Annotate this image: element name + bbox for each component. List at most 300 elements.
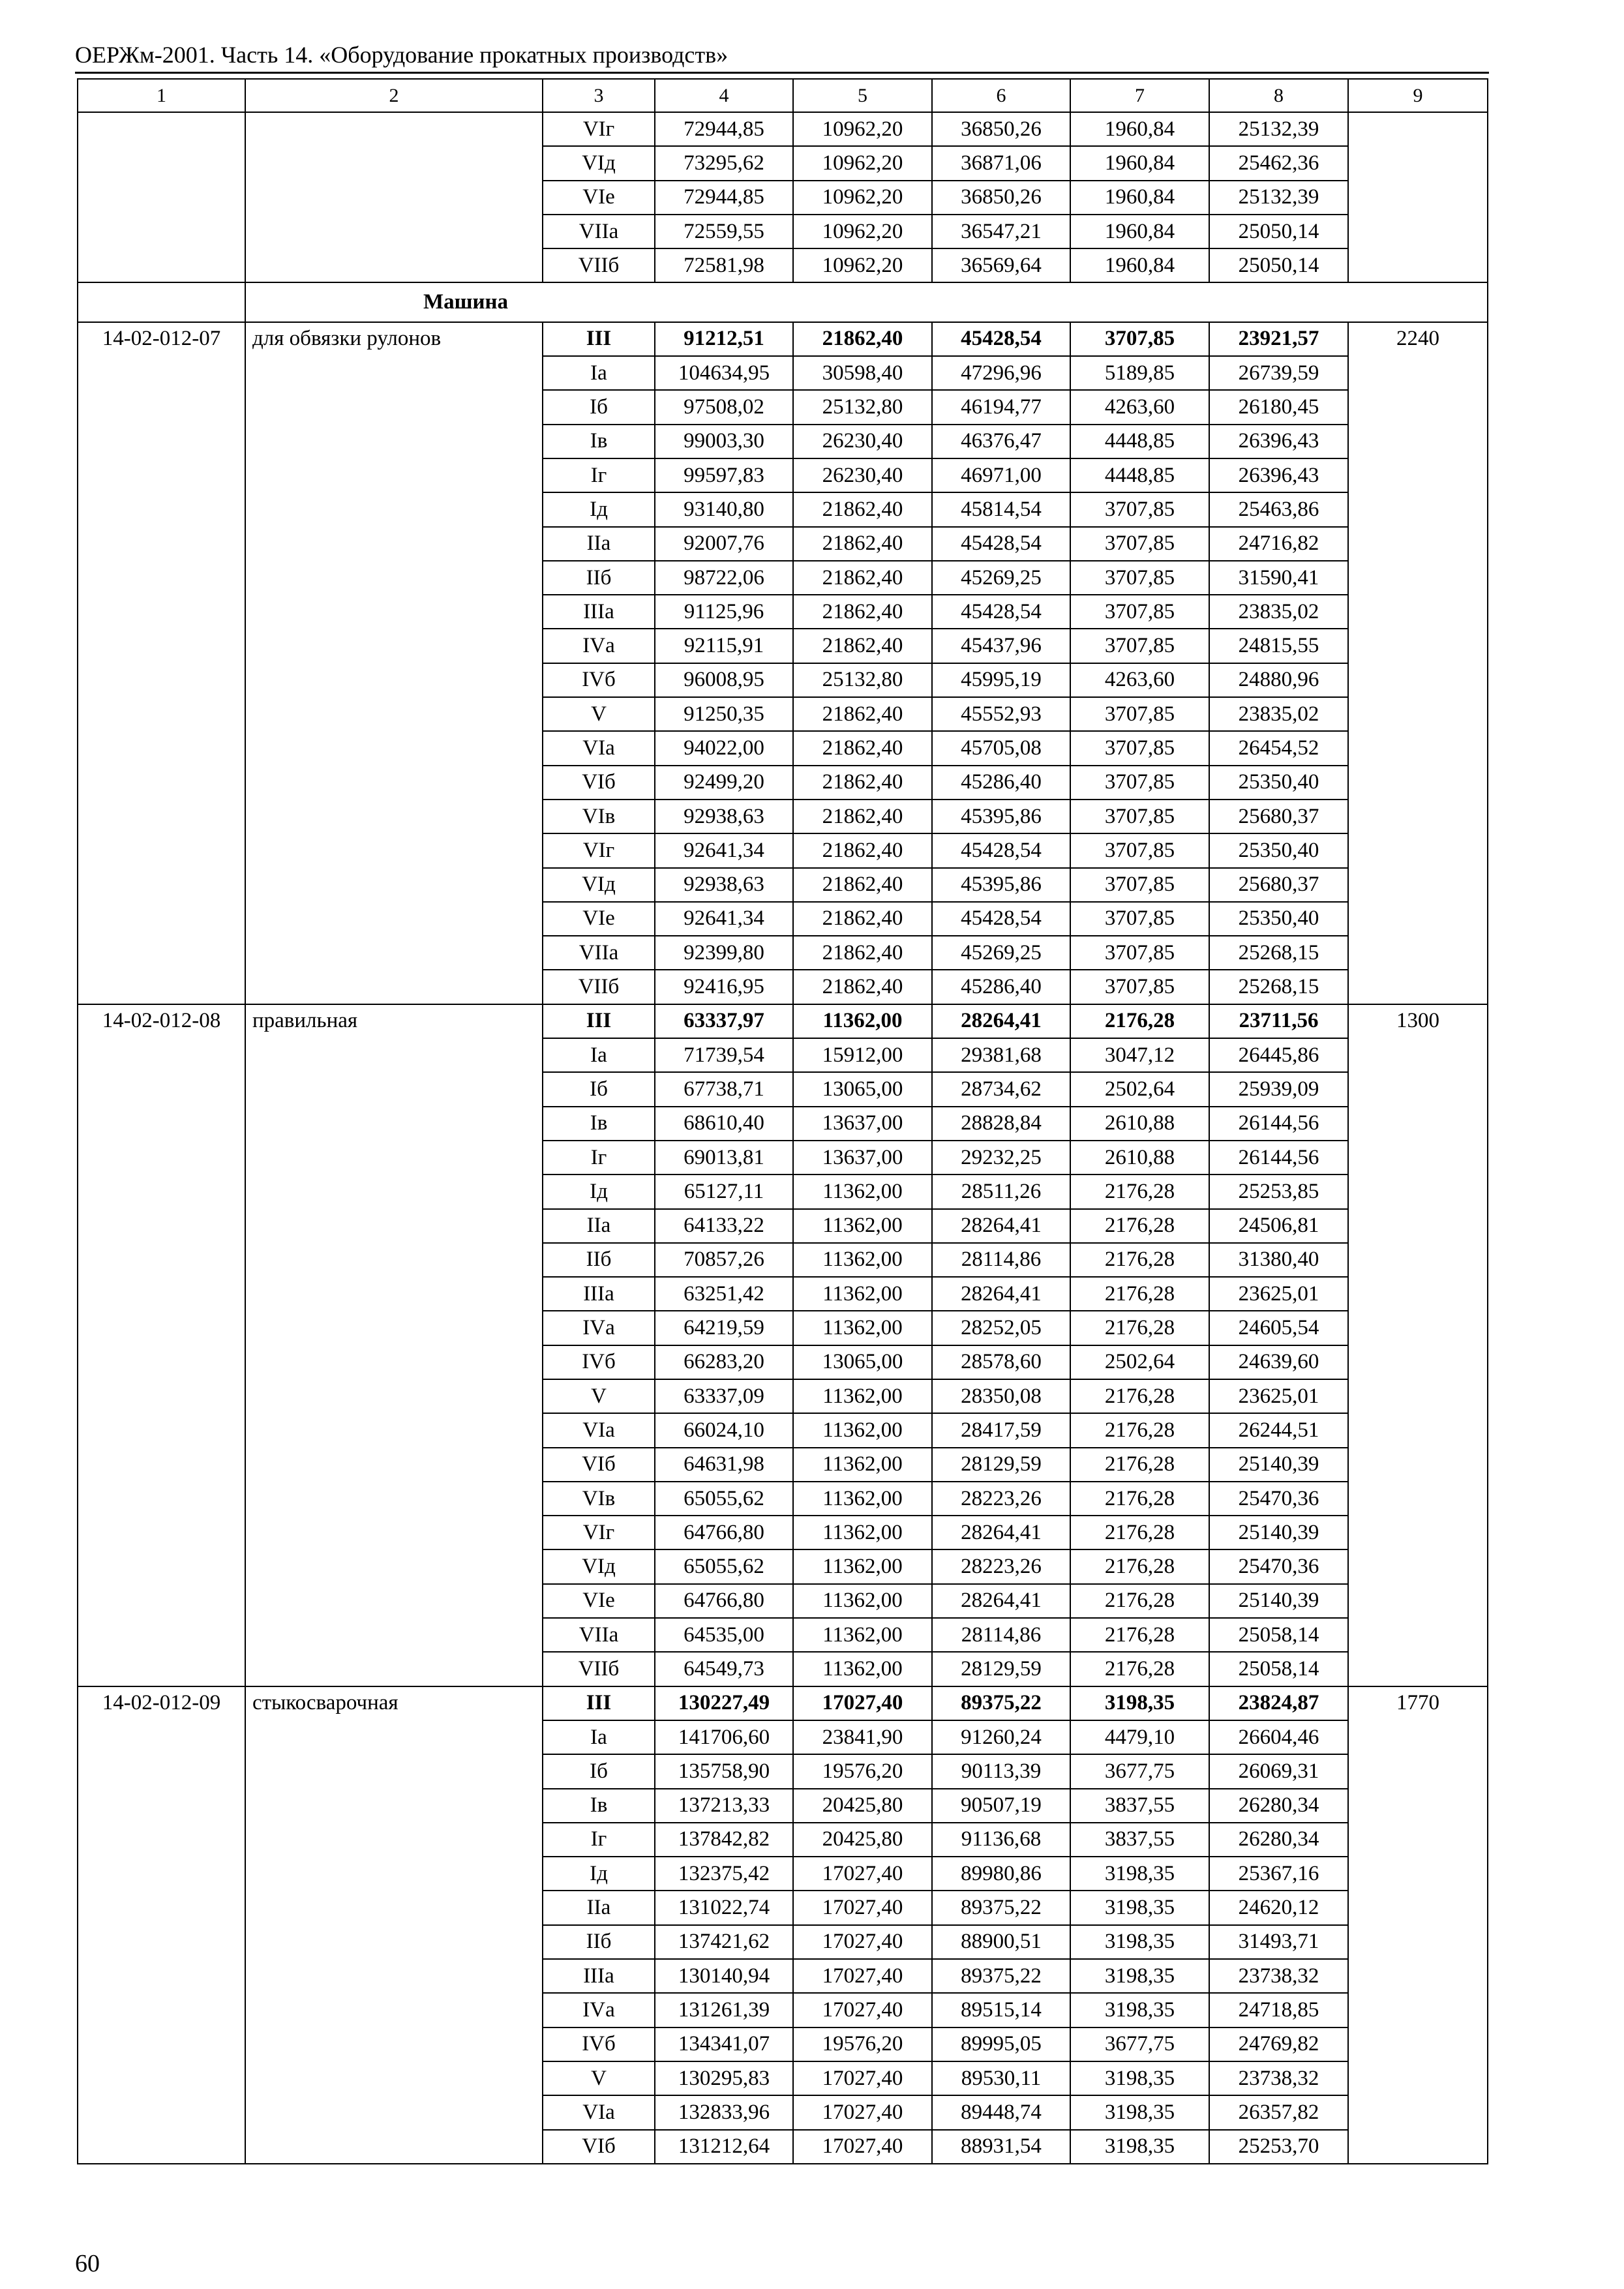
- variant-cell: VIа: [543, 2095, 655, 2129]
- materials-cell: 26280,34: [1209, 1789, 1348, 1823]
- materials-cell: 25253,70: [1209, 2130, 1348, 2164]
- wages-cell: 25132,80: [793, 390, 932, 424]
- total-cost-cell: 130295,83: [655, 2061, 793, 2095]
- wages-cell: 13637,00: [793, 1141, 932, 1174]
- wages-cell: 21862,40: [793, 833, 932, 867]
- wages-cell: 11362,00: [793, 1516, 932, 1549]
- machines-cell: 28734,62: [932, 1072, 1070, 1106]
- total-cost-cell: 91250,35: [655, 697, 793, 731]
- machines-cell: 28264,41: [932, 1004, 1070, 1038]
- machines-cell: 36871,06: [932, 146, 1070, 180]
- variant-cell: IVа: [543, 1311, 655, 1345]
- machinist-wages-cell: 3707,85: [1070, 492, 1209, 526]
- total-cost-cell: 66024,10: [655, 1413, 793, 1447]
- materials-cell: 26244,51: [1209, 1413, 1348, 1447]
- wages-cell: 23841,90: [793, 1720, 932, 1754]
- table-row: [78, 1004, 1488, 1038]
- machinist-wages-cell: 3707,85: [1070, 629, 1209, 663]
- table-row: [78, 322, 1488, 356]
- machines-cell: 88900,51: [932, 1925, 1070, 1959]
- wages-cell: 19576,20: [793, 2027, 932, 2061]
- wages-cell: 19576,20: [793, 1754, 932, 1788]
- variant-cell: VIг: [543, 112, 655, 146]
- total-cost-cell: 65055,62: [655, 1549, 793, 1583]
- column-number-6: 6: [932, 79, 1070, 112]
- code-cell: [78, 282, 245, 322]
- total-cost-cell: 64549,73: [655, 1652, 793, 1686]
- variant-cell: IVб: [543, 663, 655, 697]
- item-column-9: 2240: [1348, 322, 1488, 1004]
- machines-cell: 45269,25: [932, 561, 1070, 595]
- machinist-wages-cell: 2176,28: [1070, 1311, 1209, 1345]
- machines-cell: 46971,00: [932, 458, 1070, 492]
- machines-cell: 45428,54: [932, 322, 1070, 356]
- total-cost-cell: 137213,33: [655, 1789, 793, 1823]
- section-title-row: [78, 282, 1488, 322]
- total-cost-cell: 72944,85: [655, 181, 793, 215]
- materials-cell: 24815,55: [1209, 629, 1348, 663]
- wages-cell: 17027,40: [793, 1925, 932, 1959]
- variant-cell: Iв: [543, 425, 655, 458]
- total-cost-cell: 64535,00: [655, 1618, 793, 1652]
- machinist-wages-cell: 4263,60: [1070, 390, 1209, 424]
- machines-cell: 28252,05: [932, 1311, 1070, 1345]
- materials-cell: 23625,01: [1209, 1277, 1348, 1311]
- section-title: Машина: [245, 282, 1488, 322]
- variant-cell: IVб: [543, 2027, 655, 2061]
- wages-cell: 11362,00: [793, 1482, 932, 1516]
- wages-cell: 20425,80: [793, 1823, 932, 1857]
- machines-cell: 36850,26: [932, 112, 1070, 146]
- machinist-wages-cell: 3707,85: [1070, 868, 1209, 902]
- total-cost-cell: 63251,42: [655, 1277, 793, 1311]
- materials-cell: 23921,57: [1209, 322, 1348, 356]
- machines-cell: 89375,22: [932, 1959, 1070, 1993]
- column-9-cell: [1348, 112, 1488, 282]
- variant-cell: III: [543, 1686, 655, 1720]
- materials-cell: 31590,41: [1209, 561, 1348, 595]
- machines-cell: 28264,41: [932, 1584, 1070, 1618]
- machines-cell: 28114,86: [932, 1618, 1070, 1652]
- total-cost-cell: 130140,94: [655, 1959, 793, 1993]
- total-cost-cell: 93140,80: [655, 492, 793, 526]
- machinist-wages-cell: 3198,35: [1070, 1925, 1209, 1959]
- table-body: [78, 79, 1488, 2164]
- wages-cell: 21862,40: [793, 970, 932, 1004]
- wages-cell: 26230,40: [793, 425, 932, 458]
- item-code: 14-02-012-08: [78, 1004, 245, 1686]
- wages-cell: 11362,00: [793, 1652, 932, 1686]
- variant-cell: III: [543, 322, 655, 356]
- machines-cell: 90113,39: [932, 1754, 1070, 1788]
- materials-cell: 25140,39: [1209, 1448, 1348, 1482]
- machinist-wages-cell: 3047,12: [1070, 1038, 1209, 1072]
- machines-cell: 36569,64: [932, 248, 1070, 282]
- machines-cell: 47296,96: [932, 356, 1070, 390]
- wages-cell: 11362,00: [793, 1448, 932, 1482]
- column-number-2: 2: [245, 79, 543, 112]
- column-number-7: 7: [1070, 79, 1209, 112]
- column-number-5: 5: [793, 79, 932, 112]
- variant-cell: V: [543, 2061, 655, 2095]
- variant-cell: Iа: [543, 1038, 655, 1072]
- header-rule: [75, 72, 1489, 74]
- materials-cell: 25463,86: [1209, 492, 1348, 526]
- variant-cell: VIа: [543, 1413, 655, 1447]
- wages-cell: 26230,40: [793, 458, 932, 492]
- total-cost-cell: 92641,34: [655, 902, 793, 936]
- wages-cell: 11362,00: [793, 1584, 932, 1618]
- wages-cell: 17027,40: [793, 1857, 932, 1891]
- machines-cell: 89375,22: [932, 1686, 1070, 1720]
- machinist-wages-cell: 2176,28: [1070, 1379, 1209, 1413]
- materials-cell: 26144,56: [1209, 1107, 1348, 1141]
- variant-cell: IIб: [543, 561, 655, 595]
- column-number-9: 9: [1348, 79, 1488, 112]
- wages-cell: 11362,00: [793, 1379, 932, 1413]
- wages-cell: 17027,40: [793, 2130, 932, 2164]
- machinist-wages-cell: 3707,85: [1070, 731, 1209, 765]
- variant-cell: VIв: [543, 1482, 655, 1516]
- page-header: ОЕРЖм-2001. Часть 14. «Оборудование прокатных производств»: [75, 42, 729, 68]
- total-cost-cell: 92641,34: [655, 833, 793, 867]
- machinist-wages-cell: 3198,35: [1070, 2061, 1209, 2095]
- variant-cell: Iг: [543, 458, 655, 492]
- total-cost-cell: 134341,07: [655, 2027, 793, 2061]
- machinist-wages-cell: 2176,28: [1070, 1652, 1209, 1686]
- machinist-wages-cell: 1960,84: [1070, 146, 1209, 180]
- machines-cell: 45437,96: [932, 629, 1070, 663]
- materials-cell: 25058,14: [1209, 1652, 1348, 1686]
- machines-cell: 28417,59: [932, 1413, 1070, 1447]
- machinist-wages-cell: 2502,64: [1070, 1072, 1209, 1106]
- total-cost-cell: 92399,80: [655, 936, 793, 970]
- machines-cell: 89448,74: [932, 2095, 1070, 2129]
- materials-cell: 26357,82: [1209, 2095, 1348, 2129]
- total-cost-cell: 132833,96: [655, 2095, 793, 2129]
- machinist-wages-cell: 1960,84: [1070, 215, 1209, 248]
- machinist-wages-cell: 2176,28: [1070, 1277, 1209, 1311]
- variant-cell: IIа: [543, 1891, 655, 1924]
- total-cost-cell: 130227,49: [655, 1686, 793, 1720]
- materials-cell: 25268,15: [1209, 970, 1348, 1004]
- machines-cell: 28511,26: [932, 1174, 1070, 1208]
- total-cost-cell: 141706,60: [655, 1720, 793, 1754]
- machines-cell: 28223,26: [932, 1482, 1070, 1516]
- total-cost-cell: 99597,83: [655, 458, 793, 492]
- materials-cell: 25367,16: [1209, 1857, 1348, 1891]
- materials-cell: 26280,34: [1209, 1823, 1348, 1857]
- machinist-wages-cell: 1960,84: [1070, 181, 1209, 215]
- machinist-wages-cell: 4479,10: [1070, 1720, 1209, 1754]
- table-row: [78, 112, 1488, 146]
- rates-table: [77, 78, 1488, 2164]
- wages-cell: 21862,40: [793, 697, 932, 731]
- table-row: [78, 1686, 1488, 1720]
- machines-cell: 89980,86: [932, 1857, 1070, 1891]
- machines-cell: 45269,25: [932, 936, 1070, 970]
- wages-cell: 10962,20: [793, 112, 932, 146]
- wages-cell: 11362,00: [793, 1004, 932, 1038]
- variant-cell: IIIа: [543, 1277, 655, 1311]
- machinist-wages-cell: 2176,28: [1070, 1243, 1209, 1277]
- materials-cell: 25132,39: [1209, 112, 1348, 146]
- variant-cell: VIа: [543, 731, 655, 765]
- variant-cell: VIб: [543, 2130, 655, 2164]
- machines-cell: 45995,19: [932, 663, 1070, 697]
- wages-cell: 11362,00: [793, 1618, 932, 1652]
- variant-cell: IIа: [543, 527, 655, 561]
- machinist-wages-cell: 3707,85: [1070, 766, 1209, 800]
- wages-cell: 21862,40: [793, 629, 932, 663]
- variant-cell: VIIб: [543, 248, 655, 282]
- wages-cell: 11362,00: [793, 1174, 932, 1208]
- machines-cell: 45286,40: [932, 970, 1070, 1004]
- variant-cell: V: [543, 1379, 655, 1413]
- wages-cell: 11362,00: [793, 1413, 932, 1447]
- machines-cell: 28223,26: [932, 1549, 1070, 1583]
- materials-cell: 26396,43: [1209, 425, 1348, 458]
- total-cost-cell: 64766,80: [655, 1584, 793, 1618]
- machines-cell: 45395,86: [932, 800, 1070, 833]
- machines-cell: 89515,14: [932, 1993, 1070, 2027]
- wages-cell: 10962,20: [793, 146, 932, 180]
- variant-cell: Iг: [543, 1141, 655, 1174]
- machinist-wages-cell: 3707,85: [1070, 936, 1209, 970]
- machinist-wages-cell: 3707,85: [1070, 595, 1209, 629]
- materials-cell: 24880,96: [1209, 663, 1348, 697]
- total-cost-cell: 63337,09: [655, 1379, 793, 1413]
- machinist-wages-cell: 2176,28: [1070, 1618, 1209, 1652]
- machinist-wages-cell: 3837,55: [1070, 1823, 1209, 1857]
- wages-cell: 21862,40: [793, 492, 932, 526]
- machines-cell: 45428,54: [932, 833, 1070, 867]
- variant-cell: Iд: [543, 1174, 655, 1208]
- variant-cell: VIIа: [543, 1618, 655, 1652]
- column-number-3: 3: [543, 79, 655, 112]
- item-name: для обвязки рулонов: [245, 322, 543, 1004]
- total-cost-cell: 92115,91: [655, 629, 793, 663]
- materials-cell: 25680,37: [1209, 800, 1348, 833]
- variant-cell: IIа: [543, 1209, 655, 1243]
- machinist-wages-cell: 3198,35: [1070, 1993, 1209, 2027]
- machinist-wages-cell: 3707,85: [1070, 833, 1209, 867]
- variant-cell: VIIа: [543, 215, 655, 248]
- machinist-wages-cell: 2176,28: [1070, 1413, 1209, 1447]
- materials-cell: 25132,39: [1209, 181, 1348, 215]
- machinist-wages-cell: 3198,35: [1070, 1959, 1209, 1993]
- machinist-wages-cell: 4448,85: [1070, 425, 1209, 458]
- variant-cell: VIв: [543, 800, 655, 833]
- materials-cell: 26739,59: [1209, 356, 1348, 390]
- machinist-wages-cell: 2176,28: [1070, 1584, 1209, 1618]
- materials-cell: 23738,32: [1209, 2061, 1348, 2095]
- variant-cell: VIIб: [543, 970, 655, 1004]
- total-cost-cell: 65127,11: [655, 1174, 793, 1208]
- machines-cell: 28578,60: [932, 1345, 1070, 1379]
- machines-cell: 45428,54: [932, 595, 1070, 629]
- machinist-wages-cell: 3198,35: [1070, 2095, 1209, 2129]
- variant-cell: VIе: [543, 902, 655, 936]
- wages-cell: 11362,00: [793, 1311, 932, 1345]
- total-cost-cell: 72581,98: [655, 248, 793, 282]
- column-numbers-row: [78, 79, 1488, 112]
- machinist-wages-cell: 4263,60: [1070, 663, 1209, 697]
- variant-cell: IIIа: [543, 1959, 655, 1993]
- machinist-wages-cell: 2610,88: [1070, 1107, 1209, 1141]
- wages-cell: 11362,00: [793, 1549, 932, 1583]
- materials-cell: 25470,36: [1209, 1549, 1348, 1583]
- wages-cell: 13065,00: [793, 1345, 932, 1379]
- machinist-wages-cell: 2176,28: [1070, 1549, 1209, 1583]
- machinist-wages-cell: 3707,85: [1070, 561, 1209, 595]
- machines-cell: 45705,08: [932, 731, 1070, 765]
- wages-cell: 10962,20: [793, 181, 932, 215]
- wages-cell: 17027,40: [793, 1959, 932, 1993]
- machinist-wages-cell: 3677,75: [1070, 2027, 1209, 2061]
- wages-cell: 20425,80: [793, 1789, 932, 1823]
- total-cost-cell: 67738,71: [655, 1072, 793, 1106]
- total-cost-cell: 104634,95: [655, 356, 793, 390]
- machinist-wages-cell: 2176,28: [1070, 1209, 1209, 1243]
- machinist-wages-cell: 3198,35: [1070, 1857, 1209, 1891]
- total-cost-cell: 131261,39: [655, 1993, 793, 2027]
- machines-cell: 91136,68: [932, 1823, 1070, 1857]
- materials-cell: 26144,56: [1209, 1141, 1348, 1174]
- total-cost-cell: 70857,26: [655, 1243, 793, 1277]
- machinist-wages-cell: 2176,28: [1070, 1516, 1209, 1549]
- total-cost-cell: 91212,51: [655, 322, 793, 356]
- materials-cell: 24506,81: [1209, 1209, 1348, 1243]
- materials-cell: 25253,85: [1209, 1174, 1348, 1208]
- variant-cell: VIе: [543, 181, 655, 215]
- materials-cell: 24716,82: [1209, 527, 1348, 561]
- item-column-9: 1300: [1348, 1004, 1488, 1686]
- variant-cell: VIд: [543, 146, 655, 180]
- total-cost-cell: 68610,40: [655, 1107, 793, 1141]
- machines-cell: 91260,24: [932, 1720, 1070, 1754]
- total-cost-cell: 69013,81: [655, 1141, 793, 1174]
- variant-cell: Iб: [543, 1754, 655, 1788]
- materials-cell: 25050,14: [1209, 215, 1348, 248]
- materials-cell: 25058,14: [1209, 1618, 1348, 1652]
- column-number-8: 8: [1209, 79, 1348, 112]
- variant-cell: III: [543, 1004, 655, 1038]
- materials-cell: 26604,46: [1209, 1720, 1348, 1754]
- variant-cell: Iб: [543, 1072, 655, 1106]
- wages-cell: 21862,40: [793, 322, 932, 356]
- wages-cell: 21862,40: [793, 936, 932, 970]
- variant-cell: VIд: [543, 868, 655, 902]
- wages-cell: 21862,40: [793, 766, 932, 800]
- machinist-wages-cell: 3707,85: [1070, 527, 1209, 561]
- machinist-wages-cell: 1960,84: [1070, 112, 1209, 146]
- total-cost-cell: 132375,42: [655, 1857, 793, 1891]
- wages-cell: 21862,40: [793, 902, 932, 936]
- materials-cell: 26396,43: [1209, 458, 1348, 492]
- variant-cell: Iв: [543, 1107, 655, 1141]
- wages-cell: 11362,00: [793, 1209, 932, 1243]
- variant-cell: VIIа: [543, 936, 655, 970]
- machines-cell: 28350,08: [932, 1379, 1070, 1413]
- machinist-wages-cell: 2176,28: [1070, 1004, 1209, 1038]
- materials-cell: 24620,12: [1209, 1891, 1348, 1924]
- item-code: 14-02-012-07: [78, 322, 245, 1004]
- machinist-wages-cell: 2176,28: [1070, 1174, 1209, 1208]
- page-number: 60: [75, 2250, 100, 2277]
- total-cost-cell: 71739,54: [655, 1038, 793, 1072]
- variant-cell: VIб: [543, 1448, 655, 1482]
- variant-cell: Iд: [543, 492, 655, 526]
- variant-cell: VIб: [543, 766, 655, 800]
- materials-cell: 24718,85: [1209, 1993, 1348, 2027]
- machinist-wages-cell: 3198,35: [1070, 1891, 1209, 1924]
- machinist-wages-cell: 4448,85: [1070, 458, 1209, 492]
- total-cost-cell: 64219,59: [655, 1311, 793, 1345]
- variant-cell: Iа: [543, 356, 655, 390]
- variant-cell: V: [543, 697, 655, 731]
- total-cost-cell: 63337,97: [655, 1004, 793, 1038]
- total-cost-cell: 96008,95: [655, 663, 793, 697]
- machinist-wages-cell: 3707,85: [1070, 902, 1209, 936]
- total-cost-cell: 92938,63: [655, 868, 793, 902]
- machines-cell: 28264,41: [932, 1516, 1070, 1549]
- materials-cell: 23738,32: [1209, 1959, 1348, 1993]
- machines-cell: 89375,22: [932, 1891, 1070, 1924]
- machinist-wages-cell: 3707,85: [1070, 322, 1209, 356]
- machines-cell: 90507,19: [932, 1789, 1070, 1823]
- machines-cell: 29381,68: [932, 1038, 1070, 1072]
- machinist-wages-cell: 3677,75: [1070, 1754, 1209, 1788]
- wages-cell: 17027,40: [793, 2095, 932, 2129]
- materials-cell: 31493,71: [1209, 1925, 1348, 1959]
- wages-cell: 13637,00: [793, 1107, 932, 1141]
- variant-cell: VIIб: [543, 1652, 655, 1686]
- machinist-wages-cell: 3707,85: [1070, 800, 1209, 833]
- machinist-wages-cell: 2502,64: [1070, 1345, 1209, 1379]
- total-cost-cell: 72944,85: [655, 112, 793, 146]
- materials-cell: 23835,02: [1209, 595, 1348, 629]
- variant-cell: IVб: [543, 1345, 655, 1379]
- total-cost-cell: 91125,96: [655, 595, 793, 629]
- variant-cell: IVа: [543, 629, 655, 663]
- materials-cell: 26180,45: [1209, 390, 1348, 424]
- wages-cell: 21862,40: [793, 527, 932, 561]
- machinist-wages-cell: 3198,35: [1070, 1686, 1209, 1720]
- machines-cell: 46376,47: [932, 425, 1070, 458]
- machinist-wages-cell: 2176,28: [1070, 1482, 1209, 1516]
- wages-cell: 11362,00: [793, 1277, 932, 1311]
- materials-cell: 26069,31: [1209, 1754, 1348, 1788]
- variant-cell: IIб: [543, 1243, 655, 1277]
- materials-cell: 23835,02: [1209, 697, 1348, 731]
- item-column-9: 1770: [1348, 1686, 1488, 2164]
- variant-cell: IIIа: [543, 595, 655, 629]
- total-cost-cell: 64133,22: [655, 1209, 793, 1243]
- variant-cell: Iг: [543, 1823, 655, 1857]
- materials-cell: 25939,09: [1209, 1072, 1348, 1106]
- materials-cell: 25462,36: [1209, 146, 1348, 180]
- machinist-wages-cell: 2610,88: [1070, 1141, 1209, 1174]
- wages-cell: 21862,40: [793, 731, 932, 765]
- total-cost-cell: 135758,90: [655, 1754, 793, 1788]
- variant-cell: IIб: [543, 1925, 655, 1959]
- wages-cell: 21862,40: [793, 800, 932, 833]
- machinist-wages-cell: 3198,35: [1070, 2130, 1209, 2164]
- machinist-wages-cell: 5189,85: [1070, 356, 1209, 390]
- machinist-wages-cell: 3707,85: [1070, 697, 1209, 731]
- machines-cell: 45428,54: [932, 527, 1070, 561]
